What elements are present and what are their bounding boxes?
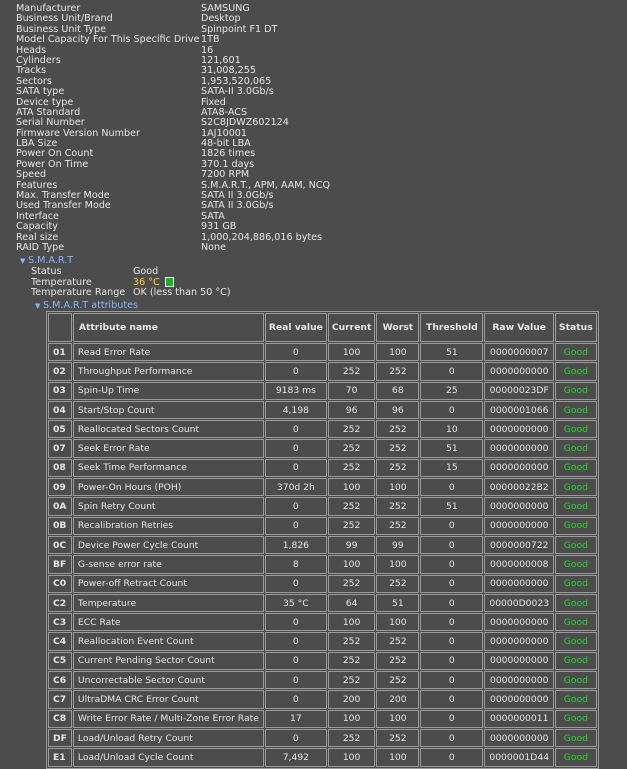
- attribute-worst: 252: [376, 652, 419, 670]
- property-label: SATA type: [16, 86, 65, 98]
- property-value: 931 GB: [201, 221, 237, 233]
- attribute-threshold: 0: [420, 401, 483, 419]
- attribute-real-value: 0: [265, 439, 327, 457]
- attribute-threshold: 0: [420, 690, 483, 708]
- attribute-threshold: 0: [420, 517, 483, 535]
- attribute-name: Start/Stop Count: [73, 401, 264, 419]
- attribute-current: 252: [328, 420, 376, 438]
- table-row[interactable]: [48, 439, 597, 457]
- attribute-threshold: 10: [420, 420, 483, 438]
- property-label: Speed: [16, 169, 47, 181]
- property-row: [16, 66, 330, 76]
- attribute-real-value: 0: [265, 517, 327, 535]
- attribute-threshold: 15: [420, 459, 483, 477]
- property-value: SAMSUNG: [201, 3, 250, 14]
- attribute-current: 252: [328, 729, 376, 747]
- attribute-id: C5: [48, 652, 72, 670]
- attribute-name: Uncorrectable Sector Count: [73, 671, 264, 689]
- attribute-status: Good: [555, 401, 597, 419]
- attribute-threshold: 0: [420, 575, 483, 593]
- table-row[interactable]: [48, 343, 597, 361]
- smart-attributes-title: S.M.A.R.T attributes: [43, 300, 139, 311]
- table-row[interactable]: [48, 497, 597, 515]
- attribute-status: Good: [555, 690, 597, 708]
- table-row[interactable]: [48, 401, 597, 419]
- attribute-worst: 252: [376, 420, 419, 438]
- attribute-status: Good: [555, 420, 597, 438]
- attribute-name: Load/Unload Cycle Count: [73, 748, 264, 766]
- table-row[interactable]: [48, 594, 597, 612]
- property-value: 1,000,204,886,016 bytes: [201, 231, 323, 243]
- attribute-raw-value: 00000D0023: [484, 594, 554, 612]
- attribute-id: 08: [48, 459, 72, 477]
- property-label: Tracks: [16, 65, 47, 77]
- attribute-current: 252: [328, 632, 376, 650]
- attribute-real-value: 1,826: [265, 536, 327, 554]
- attribute-raw-value: 00000022B2: [484, 478, 554, 496]
- property-label: Heads: [16, 44, 47, 56]
- attribute-worst: 100: [376, 343, 419, 361]
- header-id: [48, 313, 72, 342]
- property-value: ATA8-ACS: [201, 106, 248, 118]
- attribute-status: Good: [555, 459, 597, 477]
- attribute-id: DF: [48, 729, 72, 747]
- smart-status-row: [31, 267, 231, 278]
- attribute-id: BF: [48, 555, 72, 573]
- attribute-raw-value: 0000000000: [484, 497, 554, 515]
- table-row[interactable]: [48, 652, 597, 670]
- attribute-status: Good: [555, 536, 597, 554]
- attribute-current: 99: [328, 536, 376, 554]
- attribute-threshold: 51: [420, 439, 483, 457]
- property-value: 48-bit LBA: [201, 138, 251, 150]
- attribute-threshold: 0: [420, 362, 483, 380]
- attribute-id: 0B: [48, 517, 72, 535]
- attribute-worst: 252: [376, 671, 419, 689]
- attribute-raw-value: 0000001D44: [484, 748, 554, 766]
- attribute-current: 252: [328, 517, 376, 535]
- table-row[interactable]: [48, 632, 597, 650]
- property-value: 370.1 days: [201, 158, 255, 170]
- attribute-real-value: 9183 ms: [265, 382, 327, 400]
- attribute-worst: 252: [376, 439, 419, 457]
- attribute-raw-value: 0000000000: [484, 632, 554, 650]
- property-value: 16: [201, 44, 214, 56]
- smart-temperature-range-label: Temperature Range: [31, 287, 126, 299]
- attribute-status: Good: [555, 632, 597, 650]
- attribute-name: G-sense error rate: [73, 555, 264, 573]
- attribute-status: Good: [555, 362, 597, 380]
- property-label: Power On Count: [16, 148, 94, 160]
- attribute-threshold: 0: [420, 555, 483, 573]
- table-row[interactable]: [48, 536, 597, 554]
- attribute-status: Good: [555, 343, 597, 361]
- attribute-real-value: 0: [265, 632, 327, 650]
- property-value: None: [201, 241, 227, 253]
- table-row[interactable]: [48, 710, 597, 728]
- property-row: [16, 87, 330, 97]
- attribute-id: C6: [48, 671, 72, 689]
- attribute-id: 07: [48, 439, 72, 457]
- property-label: Model Capacity For This Specific Drive: [16, 34, 200, 46]
- attribute-current: 200: [328, 690, 376, 708]
- attribute-status: Good: [555, 729, 597, 747]
- attribute-id: 01: [48, 343, 72, 361]
- property-label: Device type: [16, 96, 74, 108]
- table-row[interactable]: [48, 362, 597, 380]
- property-label: ATA Standard: [16, 106, 81, 118]
- property-label: Real size: [16, 231, 59, 243]
- property-value: 31,008,255: [201, 65, 256, 77]
- property-label: Sectors: [16, 75, 52, 87]
- table-row[interactable]: [48, 420, 597, 438]
- attribute-real-value: 0: [265, 729, 327, 747]
- smart-section-toggle[interactable]: [20, 255, 73, 266]
- attribute-threshold: 51: [420, 343, 483, 361]
- property-label: RAID Type: [16, 241, 65, 253]
- attribute-id: C4: [48, 632, 72, 650]
- attribute-worst: 99: [376, 536, 419, 554]
- attribute-raw-value: 00000023DF: [484, 382, 554, 400]
- property-label: Manufacturer: [16, 3, 81, 14]
- attribute-id: 09: [48, 478, 72, 496]
- property-row: [16, 129, 330, 139]
- attribute-name: UltraDMA CRC Error Count: [73, 690, 264, 708]
- attribute-name: Temperature: [73, 594, 264, 612]
- attribute-current: 100: [328, 748, 376, 766]
- property-label: Cylinders: [16, 54, 61, 66]
- attribute-real-value: 0: [265, 671, 327, 689]
- attribute-status: Good: [555, 497, 597, 515]
- attribute-threshold: 0: [420, 710, 483, 728]
- property-value: SATA II 3.0Gb/s: [201, 200, 274, 212]
- table-row[interactable]: [48, 613, 597, 631]
- attribute-status: Good: [555, 671, 597, 689]
- attribute-name: Write Error Rate / Multi-Zone Error Rate: [73, 710, 264, 728]
- attribute-name: Recalibration Retries: [73, 517, 264, 535]
- property-value: 7200 RPM: [201, 169, 250, 181]
- attribute-raw-value: 0000000000: [484, 517, 554, 535]
- property-label: Firmware Version Number: [16, 127, 140, 139]
- attribute-current: 100: [328, 710, 376, 728]
- attribute-current: 252: [328, 652, 376, 670]
- attribute-raw-value: 0000000000: [484, 729, 554, 747]
- attribute-worst: 252: [376, 575, 419, 593]
- attribute-id: C0: [48, 575, 72, 593]
- attribute-worst: 252: [376, 632, 419, 650]
- property-value: Spinpoint F1 DT: [201, 23, 278, 35]
- attribute-raw-value: 0000000000: [484, 420, 554, 438]
- attribute-name: Power-On Hours (POH): [73, 478, 264, 496]
- smart-temperature-value: 36 °C: [133, 276, 160, 288]
- attribute-raw-value: 0000000000: [484, 459, 554, 477]
- attribute-id: E1: [48, 748, 72, 766]
- attribute-current: 252: [328, 575, 376, 593]
- attribute-id: 0C: [48, 536, 72, 554]
- property-label: Features: [16, 179, 58, 191]
- property-label: Serial Number: [16, 117, 85, 129]
- property-value: 1AJ10001: [201, 127, 248, 139]
- attribute-current: 100: [328, 343, 376, 361]
- property-row: [16, 160, 330, 170]
- attribute-raw-value: 0000000000: [484, 613, 554, 631]
- attribute-worst: 252: [376, 459, 419, 477]
- attribute-status: Good: [555, 575, 597, 593]
- attribute-name: Read Error Rate: [73, 343, 264, 361]
- attribute-real-value: 7,492: [265, 748, 327, 766]
- attribute-real-value: 0: [265, 343, 327, 361]
- attribute-real-value: 0: [265, 652, 327, 670]
- attribute-worst: 100: [376, 555, 419, 573]
- smart-attributes-table: [46, 311, 599, 769]
- property-row: [16, 56, 330, 66]
- attribute-current: 252: [328, 497, 376, 515]
- attribute-real-value: 17: [265, 710, 327, 728]
- collapse-arrow-icon: ▼: [20, 257, 26, 265]
- attribute-name: Seek Error Rate: [73, 439, 264, 457]
- property-row: [16, 243, 330, 253]
- header-threshold[interactable]: Threshold: [420, 313, 483, 342]
- attribute-real-value: 370d 2h: [265, 478, 327, 496]
- attribute-real-value: 0: [265, 575, 327, 593]
- attribute-current: 252: [328, 671, 376, 689]
- attribute-name: Throughput Performance: [73, 362, 264, 380]
- attribute-status: Good: [555, 478, 597, 496]
- table-row[interactable]: [48, 555, 597, 573]
- table-row[interactable]: [48, 575, 597, 593]
- attribute-status: Good: [555, 748, 597, 766]
- attribute-status: Good: [555, 555, 597, 573]
- smart-temperature-range-row: [31, 288, 231, 299]
- smart-status-label: Status: [31, 266, 62, 277]
- table-row[interactable]: [48, 748, 597, 766]
- attribute-current: 96: [328, 401, 376, 419]
- attribute-worst: 100: [376, 710, 419, 728]
- property-value: SATA II 3.0Gb/s: [201, 190, 274, 202]
- attribute-worst: 96: [376, 401, 419, 419]
- attribute-worst: 252: [376, 362, 419, 380]
- attribute-threshold: 0: [420, 536, 483, 554]
- property-row: [16, 201, 330, 211]
- temperature-indicator-icon: [165, 277, 174, 287]
- property-row: [16, 46, 330, 56]
- smart-summary: [31, 267, 231, 299]
- attribute-status: Good: [555, 613, 597, 631]
- attribute-name: ECC Rate: [73, 613, 264, 631]
- attribute-real-value: 0: [265, 613, 327, 631]
- attribute-status: Good: [555, 594, 597, 612]
- attribute-status: Good: [555, 439, 597, 457]
- attribute-current: 252: [328, 362, 376, 380]
- attribute-threshold: 51: [420, 497, 483, 515]
- property-value: S.M.A.R.T., APM, AAM, NCQ: [201, 179, 331, 191]
- table-row[interactable]: [48, 478, 597, 496]
- property-label: Business Unit/Brand: [16, 13, 113, 25]
- attribute-name: Spin-Up Time: [73, 382, 264, 400]
- property-value: 1TB: [201, 34, 220, 46]
- attribute-worst: 100: [376, 613, 419, 631]
- property-value: SATA: [201, 210, 225, 222]
- attribute-threshold: 0: [420, 652, 483, 670]
- attribute-id: 0A: [48, 497, 72, 515]
- property-value: S2C8JDWZ602124: [201, 117, 289, 129]
- header-status[interactable]: Status: [555, 313, 597, 342]
- attribute-id: C3: [48, 613, 72, 631]
- attribute-name: Spin Retry Count: [73, 497, 264, 515]
- attribute-threshold: 25: [420, 382, 483, 400]
- attribute-real-value: 0: [265, 459, 327, 477]
- attribute-id: 03: [48, 382, 72, 400]
- table-row[interactable]: [48, 517, 597, 535]
- attribute-raw-value: 0000000000: [484, 362, 554, 380]
- attribute-id: C8: [48, 710, 72, 728]
- table-header-row: [48, 313, 597, 342]
- header-attribute-name[interactable]: Attribute name: [73, 313, 264, 342]
- attribute-current: 64: [328, 594, 376, 612]
- attribute-raw-value: 0000001066: [484, 401, 554, 419]
- attribute-name: Power-off Retract Count: [73, 575, 264, 593]
- attribute-worst: 200: [376, 690, 419, 708]
- attribute-threshold: 0: [420, 729, 483, 747]
- attribute-name: Load/Unload Retry Count: [73, 729, 264, 747]
- attribute-current: 100: [328, 613, 376, 631]
- attribute-current: 252: [328, 459, 376, 477]
- property-label: Max. Transfer Mode: [16, 190, 110, 202]
- property-label: Interface: [16, 210, 59, 222]
- header-real-value[interactable]: Real value: [265, 313, 327, 342]
- table-row[interactable]: [48, 690, 597, 708]
- attribute-threshold: 0: [420, 632, 483, 650]
- attribute-worst: 100: [376, 748, 419, 766]
- attribute-real-value: 0: [265, 420, 327, 438]
- attribute-status: Good: [555, 710, 597, 728]
- smart-temperature-range-value: OK (less than 50 °C): [133, 287, 231, 299]
- table-row[interactable]: [48, 729, 597, 747]
- attribute-id: C7: [48, 690, 72, 708]
- drive-properties: [16, 4, 330, 253]
- smart-attributes-toggle[interactable]: [35, 300, 138, 311]
- attribute-worst: 252: [376, 497, 419, 515]
- attribute-threshold: 0: [420, 594, 483, 612]
- attribute-threshold: 0: [420, 478, 483, 496]
- attribute-id: 05: [48, 420, 72, 438]
- attribute-worst: 51: [376, 594, 419, 612]
- property-row: [16, 212, 330, 222]
- attribute-name: Reallocation Event Count: [73, 632, 264, 650]
- property-value: Fixed: [201, 96, 226, 108]
- attribute-name: Device Power Cycle Count: [73, 536, 264, 554]
- smart-status-value: Good: [133, 266, 159, 277]
- attribute-current: 100: [328, 555, 376, 573]
- attribute-worst: 252: [376, 517, 419, 535]
- attribute-id: 02: [48, 362, 72, 380]
- attribute-real-value: 0: [265, 497, 327, 515]
- header-current[interactable]: Current: [328, 313, 376, 342]
- attribute-id: C2: [48, 594, 72, 612]
- header-worst[interactable]: Worst: [376, 313, 419, 342]
- attribute-worst: 252: [376, 729, 419, 747]
- table-row[interactable]: [48, 382, 597, 400]
- property-label: Capacity: [16, 221, 58, 233]
- property-row: [16, 35, 330, 45]
- collapse-arrow-icon: ▼: [35, 302, 41, 310]
- property-value: 1,953,520,065: [201, 75, 272, 87]
- property-value: Desktop: [201, 13, 241, 25]
- attribute-raw-value: 0000000000: [484, 575, 554, 593]
- attribute-raw-value: 0000000000: [484, 690, 554, 708]
- attribute-name: Seek Time Performance: [73, 459, 264, 477]
- attribute-threshold: 0: [420, 671, 483, 689]
- smart-temperature-label: Temperature: [31, 276, 92, 288]
- smart-section-title: S.M.A.R.T: [28, 255, 74, 266]
- property-label: LBA Size: [16, 138, 58, 150]
- header-raw-value[interactable]: Raw Value: [484, 313, 554, 342]
- attribute-raw-value: 0000000000: [484, 652, 554, 670]
- property-value: 1826 times: [201, 148, 256, 160]
- property-label: Used Transfer Mode: [16, 200, 111, 212]
- attribute-current: 70: [328, 382, 376, 400]
- attribute-threshold: 0: [420, 613, 483, 631]
- attribute-real-value: 0: [265, 362, 327, 380]
- table-row[interactable]: [48, 671, 597, 689]
- attribute-raw-value: 0000000722: [484, 536, 554, 554]
- attribute-threshold: 0: [420, 748, 483, 766]
- attribute-real-value: 35 °C: [265, 594, 327, 612]
- table-row[interactable]: [48, 459, 597, 477]
- property-label: Power On Time: [16, 158, 89, 170]
- attribute-id: 04: [48, 401, 72, 419]
- attribute-current: 100: [328, 478, 376, 496]
- attribute-raw-value: 0000000000: [484, 439, 554, 457]
- attribute-name: Current Pending Sector Count: [73, 652, 264, 670]
- property-label: Business Unit Type: [16, 23, 106, 35]
- attribute-real-value: 8: [265, 555, 327, 573]
- attribute-raw-value: 0000000007: [484, 343, 554, 361]
- attribute-status: Good: [555, 382, 597, 400]
- attribute-worst: 68: [376, 382, 419, 400]
- attribute-raw-value: 0000000000: [484, 671, 554, 689]
- attribute-status: Good: [555, 652, 597, 670]
- attribute-real-value: 0: [265, 690, 327, 708]
- attribute-raw-value: 0000000008: [484, 555, 554, 573]
- attribute-name: Reallocated Sectors Count: [73, 420, 264, 438]
- attribute-status: Good: [555, 517, 597, 535]
- attribute-raw-value: 0000000011: [484, 710, 554, 728]
- attribute-real-value: 4,198: [265, 401, 327, 419]
- property-value: SATA-II 3.0Gb/s: [201, 86, 274, 98]
- property-value: 121,601: [201, 54, 241, 66]
- attribute-current: 252: [328, 439, 376, 457]
- attribute-worst: 100: [376, 478, 419, 496]
